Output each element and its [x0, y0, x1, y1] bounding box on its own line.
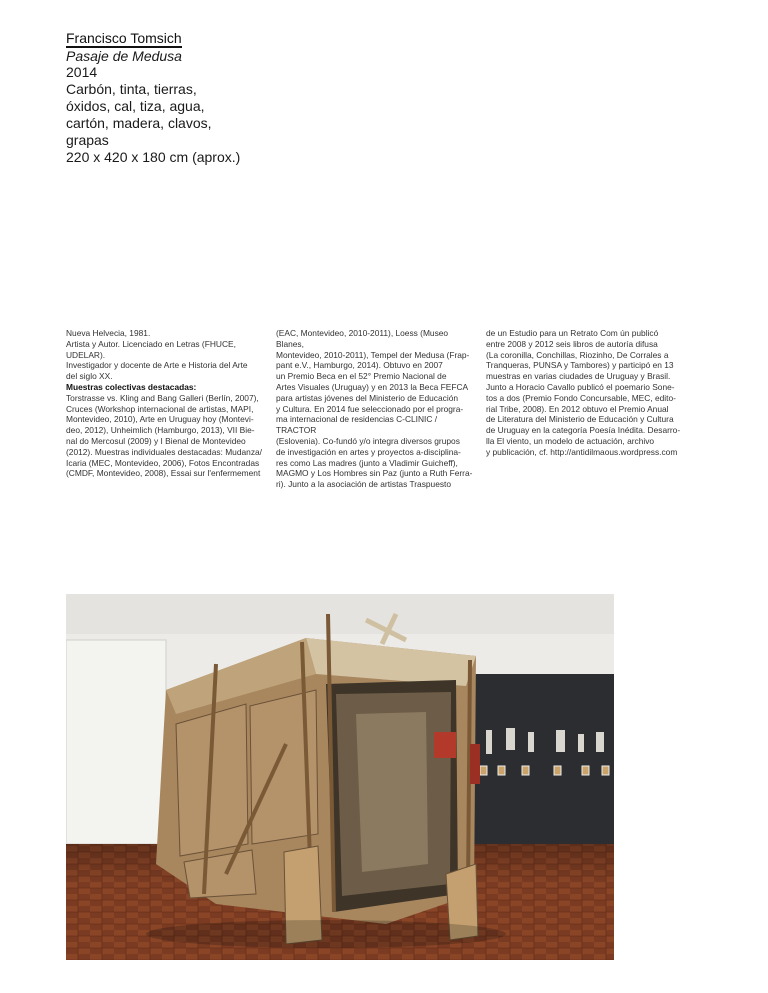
bio-line: Artes Visuales (Uruguay) y en 2013 la Beca FEFCA: [276, 381, 469, 392]
bio-line: Montevideo, 2010), Arte en Uruguay hoy (Montevi-: [66, 414, 254, 425]
artwork-year: 2014: [66, 64, 98, 80]
materials-line: Carbón, tinta, tierras,: [66, 81, 197, 97]
bio-subheading: Muestras colectivas destacadas:: [66, 381, 197, 392]
bio-line: pant e.V., Hamburgo, 2014). Obtuvo en 2007: [276, 360, 443, 371]
artwork-caption: [66, 30, 366, 166]
bio-line: (2012). Muestras individuales destacadas: Mudanza/: [66, 446, 262, 457]
artwork-title: Pasaje de Medusa: [66, 48, 182, 64]
materials-line: cartón, madera, clavos,: [66, 115, 212, 131]
bio-line: un Premio Beca en el 52° Premio Nacional de: [276, 371, 447, 382]
bio-line: del siglo XX.: [66, 371, 113, 382]
materials-line: grapas: [66, 132, 109, 148]
bio-line: Torstrasse vs. Kling and Bang Galleri (Berlín, 2007),: [66, 392, 259, 403]
artwork-dimensions: 220 x 420 x 180 cm (aprox.): [66, 149, 241, 165]
bio-line: lla El viento, un modelo de actuación, archivo: [486, 435, 655, 446]
artist-name: Francisco Tomsich: [66, 30, 182, 46]
bio-line: y Cultura. En 2014 fue seleccionado por el progra-: [276, 403, 464, 414]
bio-line: de Literatura del Ministerio de Educación y Cultura: [486, 414, 674, 425]
bio-line: muestras en varias ciudades de Uruguay y Brasil.: [486, 371, 671, 382]
bio-column-1: [66, 328, 270, 479]
bio-line: (CMDF, Montevideo, 2008), Essai sur l'enfermement: [66, 468, 261, 479]
bio-line: de Uruguay en la categoría Poesía Inédita. Desarro-: [486, 425, 681, 436]
bio-line: tos a dos (Premio Fondo Concursable, MEC, edito-: [486, 392, 676, 403]
bio-line: nal do Mercosul (2009) y I Bienal de Montevideo: [66, 435, 246, 446]
bio-line: Tranqueras, PUNSA y Tambores) y participó en 13: [486, 360, 674, 371]
bio-column-2: [276, 328, 476, 490]
artwork-photo: [66, 594, 614, 960]
bio-line: de investigación en artes y proyectos a-disciplina-: [276, 446, 461, 457]
materials-line: óxidos, cal, tiza, agua,: [66, 98, 205, 114]
bio-line: entre 2008 y 2012 seis libros de autoría difusa: [486, 338, 658, 349]
bio-line: Montevideo, 2010-2011), Tempel der Medusa (Frap-: [276, 349, 470, 360]
bio-line: (Eslovenia). Co-fundó y/o integra diversos grupos: [276, 435, 460, 446]
bio-line: Investigador y docente de Arte e Historia del Arte: [66, 360, 248, 371]
bio-line: (EAC, Montevideo, 2010-2011), Loess (Museo Blanes,: [276, 328, 449, 349]
bio-line: Nueva Helvecia, 1981.: [66, 328, 151, 338]
bio-line: ri). Junto a la asociación de artistas Traspuesto: [276, 479, 452, 490]
bio-line: Cruces (Workshop internacional de artistas, MAPI,: [66, 403, 254, 414]
bio-line: para artistas jóvenes del Ministerio de Educación: [276, 392, 459, 403]
bio-column-3: [486, 328, 691, 458]
bio-line: (La coronilla, Conchillas, Riozinho, De Corrales a: [486, 349, 669, 360]
bio-line: MAGMO y Los Hombres sin Paz (junto a Ruth Ferra-: [276, 468, 473, 479]
bio-line: res como Las madres (junto a Vladimir Guicheff),: [276, 457, 458, 468]
bio-line: deo, 2012), Unheimlich (Hamburgo, 2013), VII Bie-: [66, 425, 255, 436]
bio-line: y publicación, cf. http://antidilmaous.wordpress.com: [486, 446, 678, 457]
bio-line: Icaria (MEC, Montevideo, 2006), Fotos Encontradas: [66, 457, 260, 468]
bio-line: de un Estudio para un Retrato Com ún publicó: [486, 328, 659, 338]
bio-line: ma internacional de residencias C-CLINIC / TRACTOR: [276, 414, 438, 436]
bio-line: Junto a Horacio Cavallo publicó el poemario Sone-: [486, 381, 675, 392]
bio-line: rial Tribe, 2008). En 2012 obtuvo el Premio Anual: [486, 403, 669, 414]
bio-line: Artista y Autor. Licenciado en Letras (FHUCE, UDELAR).: [66, 338, 236, 360]
installation-photo-illustration: [66, 594, 614, 960]
